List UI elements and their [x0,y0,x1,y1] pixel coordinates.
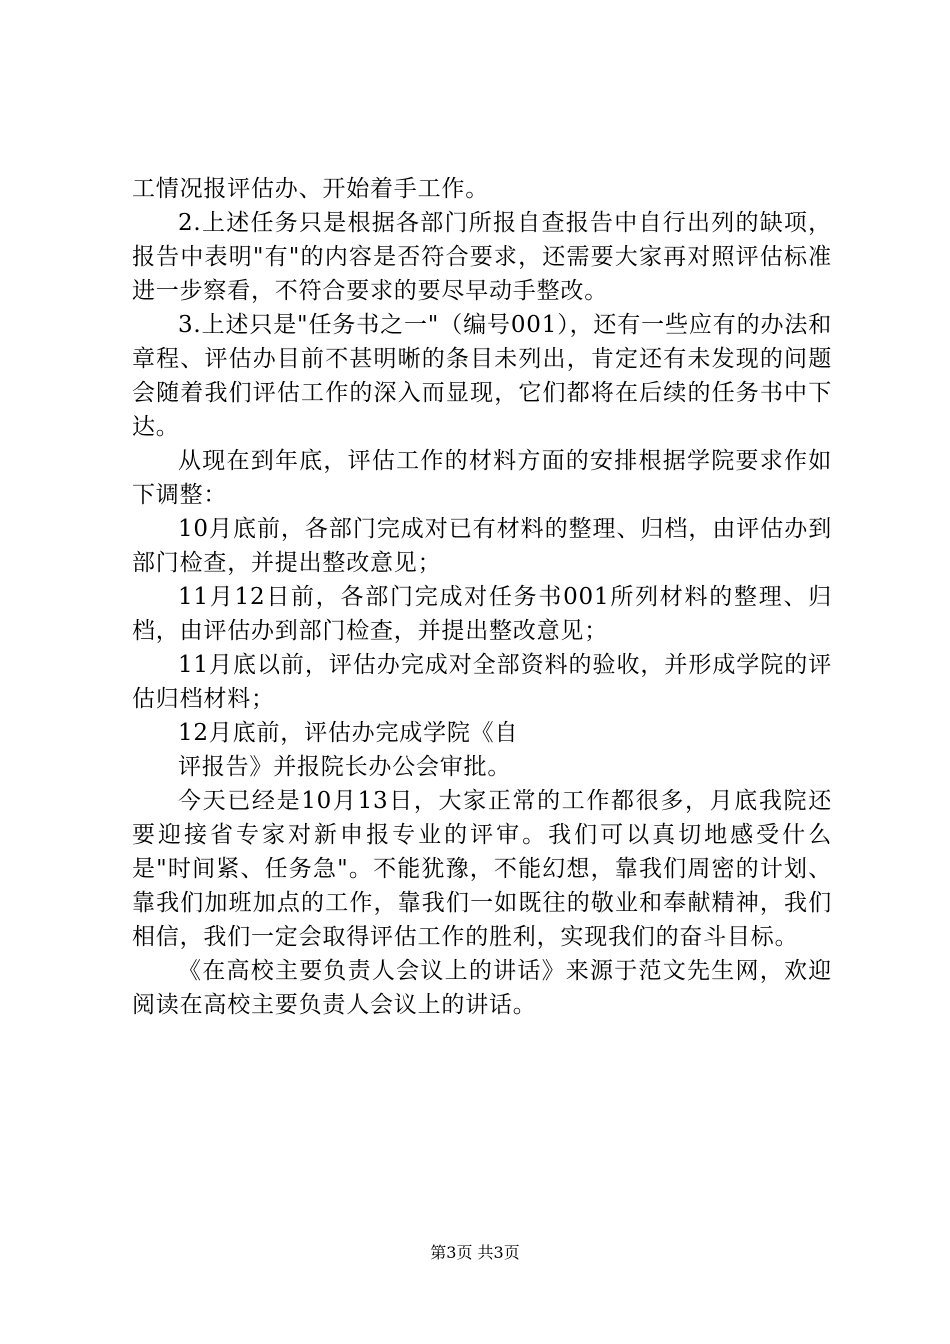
document-body [132,172,832,1022]
paragraph-schedule-december: 12月底前，评估办完成学院《自 [178,720,519,746]
paragraph-item-3: 3.上述只是"任务书之一"（编号001），还有一些应有的办法和章程、评估办目前不甚明晰的条目未列出，肯定还有未发现的问题会随着我们评估工作的深入而显现，它们都将在后续的任务书中下达。 [132,312,832,440]
page-number-footer: 第3页 共3页 [430,1243,520,1262]
paragraph-item-2: 2.上述任务只是根据各部门所报自查报告中自行出列的缺项，报告中表明"有"的内容是否符合要求，还需要大家再对照评估标准进一步察看，不符合要求的要尽早动手整改。 [132,210,832,304]
paragraph-closing: 今天已经是10月13日，大家正常的工作都很多，月底我院还要迎接省专家对新申报专业的评审。我们可以真切地感受什么是"时间紧、任务急"。不能犹豫，不能幻想，靠我们周密的计划、靠我们加班加点的工作，靠我们一如既往的敬业和奉献精神，我们相信，我们一定会取得评估工作的胜利，实现我们的奋斗目标。 [132,788,832,950]
paragraph-source-note: 《在高校主要负责人会议上的讲话》来源于范文先生网，欢迎阅读在高校主要负责人会议上的讲话。 [132,958,832,1018]
paragraph-schedule-december-cont: 评报告》并报院长办公会审批。 [178,754,512,780]
paragraph-schedule-november-end: 11月底以前，评估办完成对全部资料的验收，并形成学院的评估归档材料； [132,652,832,712]
paragraph-schedule-intro: 从现在到年底，评估工作的材料方面的安排根据学院要求作如下调整： [132,448,832,508]
paragraph-schedule-november-12: 11月12日前，各部门完成对任务书001所列材料的整理、归档，由评估办到部门检查，并提出整改意见； [132,584,832,644]
paragraph-continuation: 工情况报评估办、开始着手工作。 [132,176,489,202]
paragraph-schedule-october: 10月底前，各部门完成对已有材料的整理、归档，由评估办到部门检查，并提出整改意见； [132,516,832,576]
